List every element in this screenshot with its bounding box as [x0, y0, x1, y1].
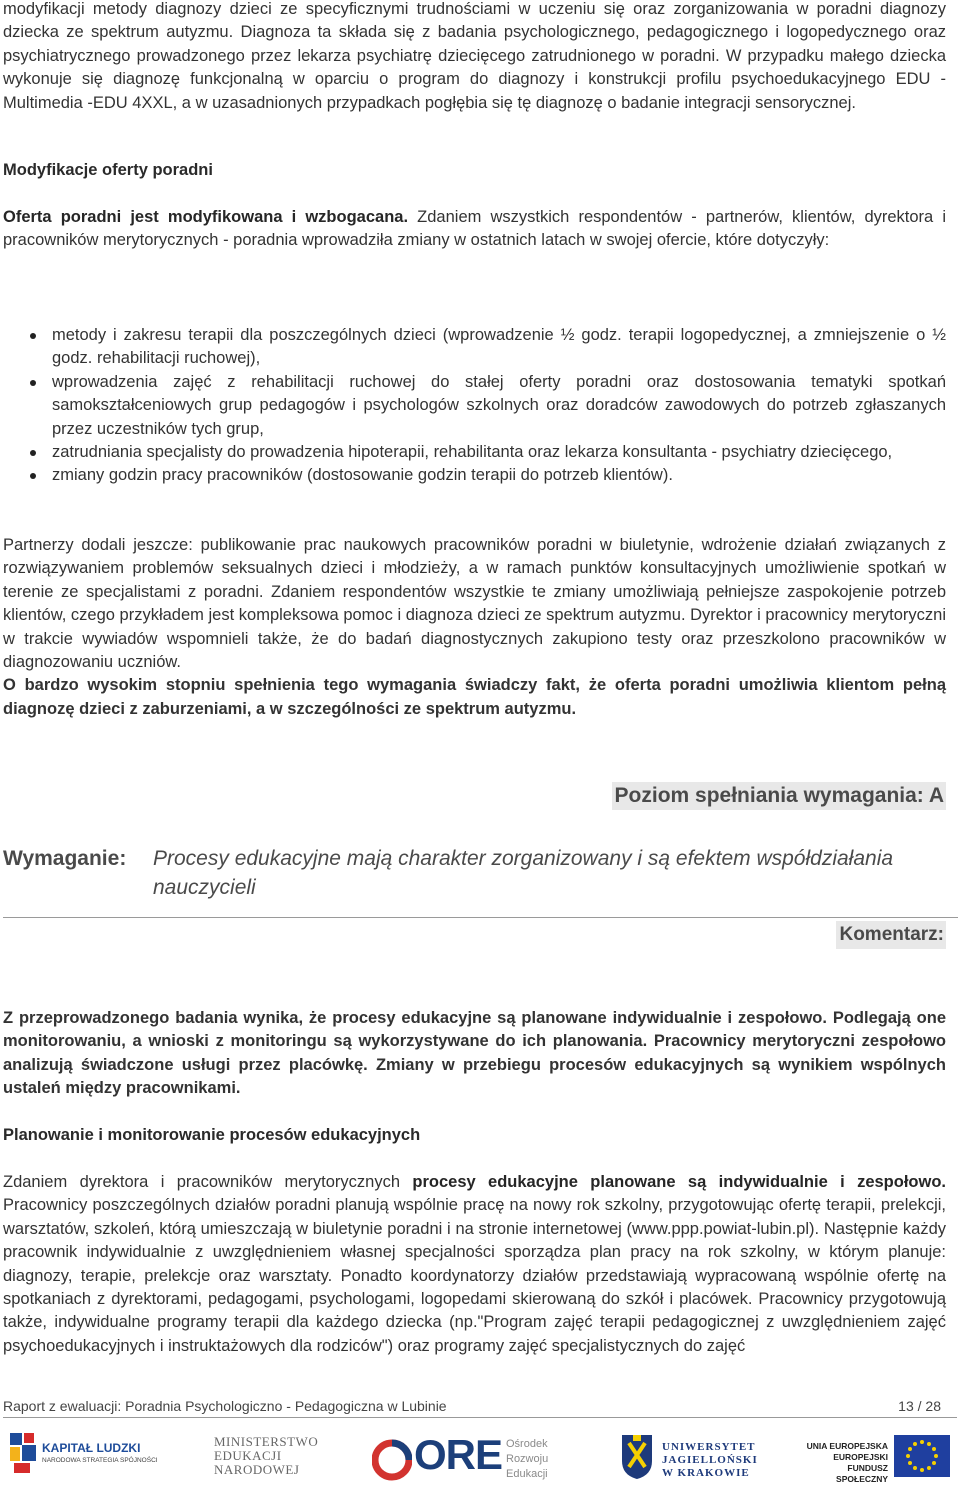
- section-diagnoza: [3, 0, 946, 115]
- bullet-list: [3, 324, 946, 488]
- section-heading-planowanie: [3, 1124, 946, 1147]
- list-item: [3, 441, 946, 464]
- eu-line-2: EUROPEJSKI: [833, 1452, 888, 1462]
- list-item-text: metody i zakresu terapii dla poszczególnych dzieci (wprowadzenie ½ godz. terapii logopedycznej, a zmniejszenie o ½ godz. rehabilitacji ruchowej),: [52, 326, 946, 368]
- plan-rest: Pracownicy poszczególnych działów poradni planują wspólnie pracę na nowy rok szkolny, przygotowując ofertę terapii, prelekcji, warsztatów, szkoleń, którą umieszczają w biuletynie poradni i na stronie internetowej (www.ppp.powiat-lubin.pl). Następnie każdy pracownik indywidualnie z uwzględnieniem własnej specjalności sporządza plan pracy na rok szkolny, w którym planuje: diagnozy, terapie, prelekcje oraz warsztaty. Ponadto koordynatorzy działów przedstawiają wypracowaną wspólnie ofertę na spotkaniach z dyrektorami, pedagogami, psychologami, logopedami skierowaną do szkół i placówek. Pracownicy przygotowują także, indywidualne programy terapii dla każdego dziecka (np."Program zajęć terapii pedagogicznej z uwzględnieniem zajęć psychoedukacyjnych i instruktażowych dla rodziców") oraz programy zajęć specjalistycznych do zajęć: [3, 1196, 946, 1355]
- ore-line-2: Rozwoju: [506, 1453, 549, 1465]
- uj-line-2: JAGIELLOŃSKI: [662, 1454, 758, 1466]
- list-item: [3, 324, 946, 371]
- page-footer: [3, 1396, 957, 1416]
- paragraph-summary: Z przeprowadzonego badania wynika, że procesy edukacyjne są planowane indywidualnie i zespołowo. Podlegają one monitorowaniu, a wnioski z monitoringu są wykorzystywane do ich planowania. Pracownicy merytoryczni zespołowo analizują świadczone usługi przez placówkę. Zmiany w przebiegu procesów edukacyjnych są wynikiem wspólnych ustaleń między pracownikami.: [3, 1009, 946, 1098]
- bullet-icon: [30, 380, 36, 386]
- kapital-ludzki-title: KAPITAŁ LUDZKI: [42, 1441, 141, 1455]
- plan-intro: Zdaniem dyrektora i pracowników merytorycznych: [3, 1173, 413, 1191]
- list-item-text: zatrudniania specjalisty do prowadzenia hipoterapii, rehabilitanta oraz lekarza konsultanta - psychiatry dziecięcego,: [52, 443, 893, 462]
- paragraph-partnerzy: Partnerzy dodali jeszcze: publikowanie prac naukowych pracowników poradni w biuletynie, wdrożenie działań związanych z rozwiązywaniem problemów seksualnych dzieci i młodzieży, a w ramach punktów konsultacyjnych umożliwienie spotkań w terenie ze specjalistami z poradni. Zdaniem respondentów wszystkie te zmiany umożliwiają pełniejsze zaspokojenie potrzeb klientów, czego przykładem jest kompleksowa pomoc i diagnoza dzieci ze spektrum autyzmu. Dyrektor i pracownicy merytoryczni w trakcie wywiadów wspomnieli także, że do badań diagnostycznych zakupiono testy oraz przeszkolono pracowników w diagnozowaniu uczniów.: [3, 536, 946, 672]
- section-summary: [3, 1007, 946, 1101]
- bullet-icon: [30, 450, 36, 456]
- uj-line-1: UNIWERSYTET: [662, 1441, 756, 1453]
- eu-logo: [806, 1425, 956, 1495]
- section-planowanie: [3, 1171, 946, 1358]
- footer-divider: [3, 1417, 957, 1418]
- list-item: [3, 371, 946, 441]
- kapital-ludzki-logo: [8, 1425, 168, 1495]
- heading-modyfikacje: Modyfikacje oferty poradni: [3, 161, 213, 179]
- ore-logo: [370, 1425, 560, 1495]
- oferta-rest: Zdaniem wszystkich respondentów - partnerów, klientów, dyrektora i pracowników merytorycznych - poradnia wprowadziła zmiany w ostatnich latach w swojej ofercie, które dotyczyły:: [3, 208, 947, 250]
- list-item-text: wprowadzenia zajęć z rehabilitacji ruchowej do stałej oferty poradni oraz dostosowania tematyki spotkań samokształceniowych grup pedagogów i psychologów szkolnych oraz doradców zawodowych do potrzeb zgłaszanych przez uczestników tych grup,: [52, 372, 946, 438]
- uj-crest-icon: [620, 1431, 654, 1481]
- eu-line-1: UNIA EUROPEJSKA: [806, 1441, 888, 1451]
- sponsor-logos: [0, 1425, 960, 1503]
- paragraph-conclusion: O bardzo wysokim stopniu spełnienia tego wymagania świadczy fakt, że oferta poradni umożliwia klientom pełną diagnozę dzieci z zaburzeniami, a w szczególności ze spektrum autyzmu.: [3, 676, 946, 718]
- section-partnerzy: [3, 534, 946, 721]
- paragraph-oferta: [3, 206, 946, 253]
- ministerstwo-line-2: EDUKACJI: [214, 1448, 282, 1463]
- ministerstwo-logo: [210, 1425, 330, 1495]
- paragraph-diagnoza: modyfikacji metody diagnozy dzieci ze specyficznymi trudnościami w uczeniu się oraz zorganizowania w poradni diagnozy dziecka ze spektrum autyzmu. Diagnoza ta składa się z badania psychologicznego, pedagogicznego i logopedycznego oraz psychiatrycznego prowadzonego przez lekarza psychiatrę dziecięcego zatrudnionego w poradni. W przypadku małego dziecka wykonuje się diagnozę funkcjonalną w oparciu o program do diagnozy i konstrukcji profilu psychoedukacyjnego EDU - Multimedia -EDU 4XXL, a w uzasadnionych przypadkach pogłębia się tę diagnozę o badanie integracji sensorycznej.: [3, 0, 946, 112]
- eu-line-3: FUNDUSZ SPOŁECZNY: [836, 1463, 888, 1484]
- bullet-icon: [30, 473, 36, 479]
- ore-circle-icon: [372, 1435, 412, 1485]
- ore-line-3: Edukacji: [506, 1468, 548, 1480]
- section-heading-modyfikacje: [3, 159, 946, 182]
- requirement-label: Wymaganie:: [3, 847, 127, 870]
- kapital-ludzki-subtitle: NARODOWA STRATEGIA SPÓJNOŚCI: [42, 1457, 158, 1464]
- kapital-ludzki-icon: [8, 1425, 168, 1485]
- ore-line-1: Ośrodek: [506, 1438, 548, 1450]
- paragraph-planowanie: [3, 1171, 946, 1358]
- ministerstwo-line-3: NARODOWEJ: [214, 1462, 300, 1477]
- requirement-level-badge: Poziom spełniania wymagania: A: [612, 782, 946, 810]
- comment-label: Komentarz:: [836, 921, 946, 949]
- heading-planowanie: Planowanie i monitorowanie procesów edukacyjnych: [3, 1126, 421, 1144]
- bullet-icon: [30, 333, 36, 339]
- ministerstwo-line-1: MINISTERSTWO: [214, 1434, 319, 1449]
- uj-logo: [620, 1425, 760, 1495]
- ore-word: ORE: [414, 1431, 503, 1478]
- oferta-bold: Oferta poradni jest modyfikowana i wzbogacana.: [3, 208, 409, 226]
- eu-flag-icon: [894, 1435, 950, 1477]
- list-item-text: zmiany godzin pracy pracowników (dostosowanie godzin terapii do potrzeb klientów).: [52, 466, 673, 485]
- divider: [3, 917, 958, 918]
- footer-page-number: 13 / 28: [898, 1398, 941, 1414]
- uj-line-3: W KRAKOWIE: [662, 1467, 750, 1479]
- footer-report-title: Raport z ewaluacji: Poradnia Psychologiczno - Pedagogiczna w Lubinie: [3, 1398, 447, 1414]
- requirement-text: Procesy edukacyjne mają charakter zorganizowany i są efektem współdziałania nauczycieli: [153, 847, 894, 899]
- plan-bold: procesy edukacyjne planowane są indywidualnie i zespołowo.: [412, 1173, 946, 1191]
- section-oferta: [3, 206, 946, 253]
- list-item: [3, 464, 946, 487]
